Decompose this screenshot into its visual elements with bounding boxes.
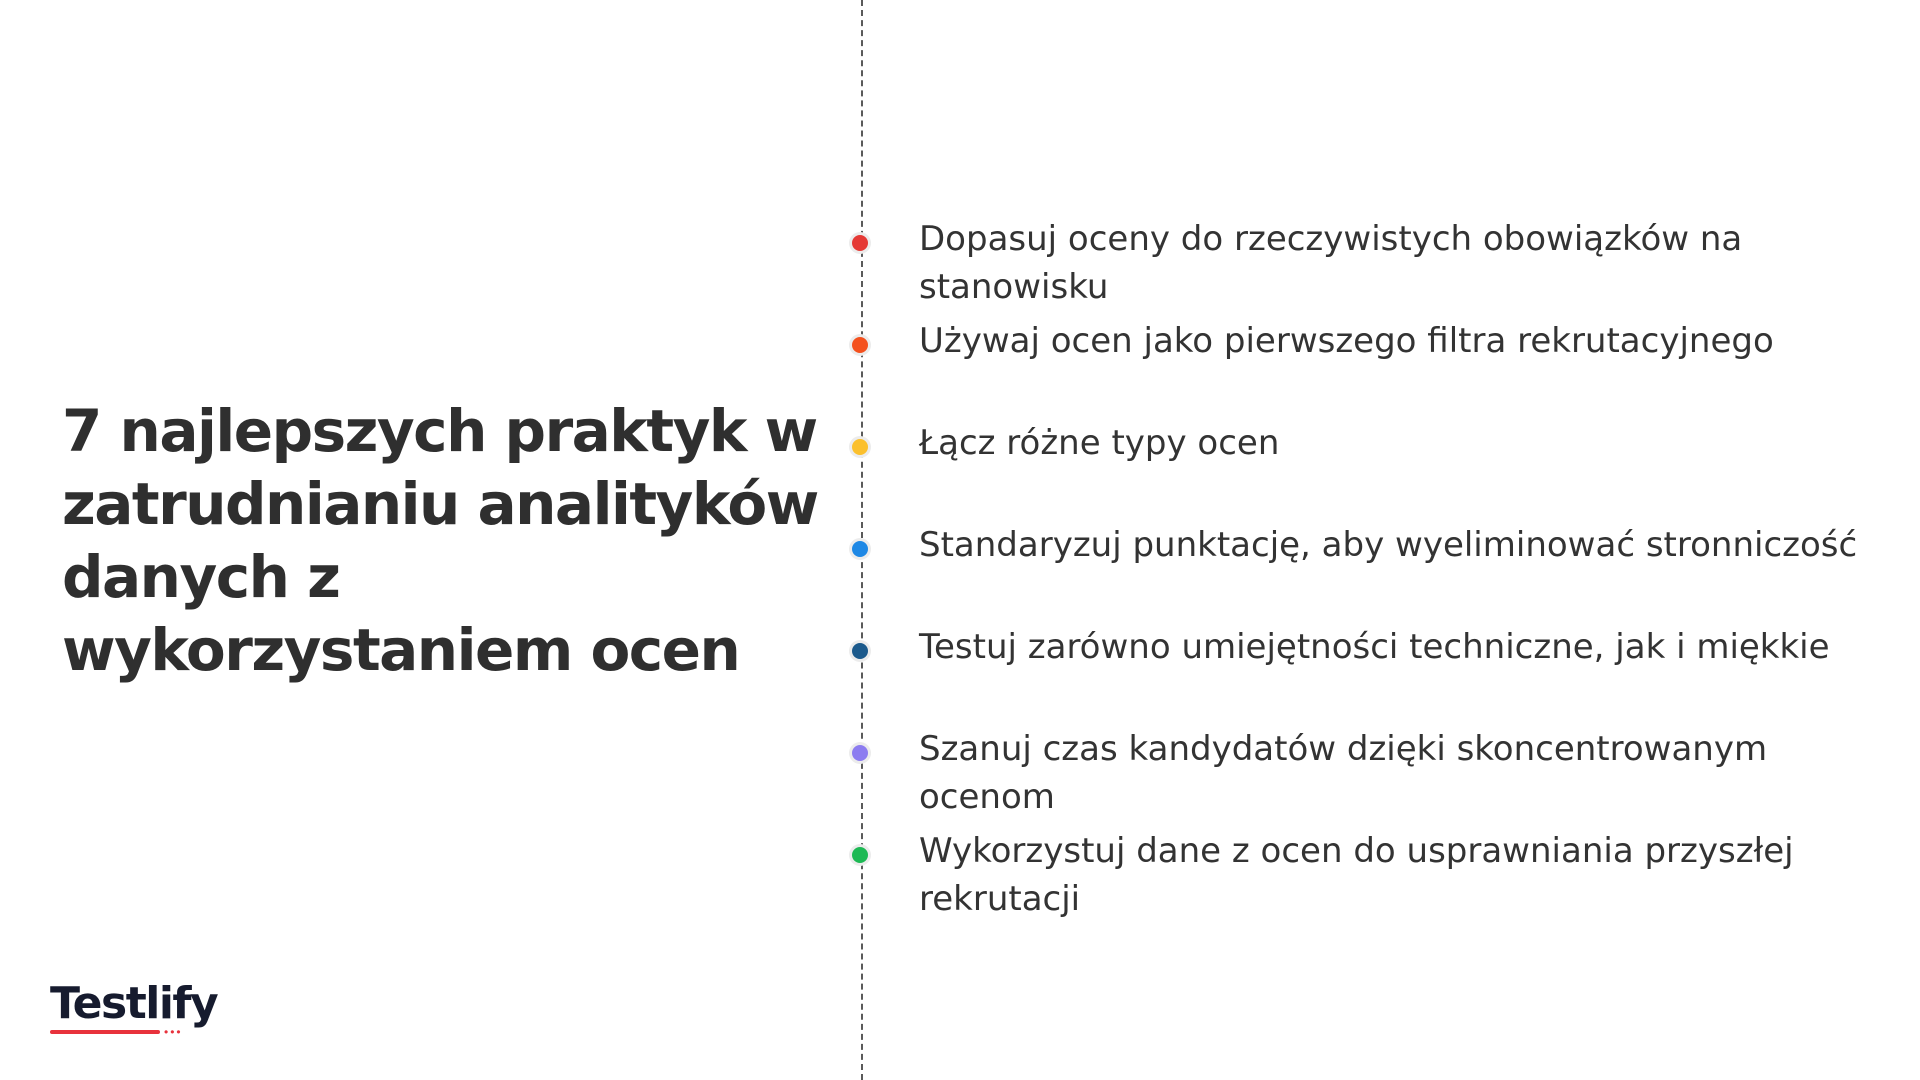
timeline-dot-icon [852, 847, 868, 863]
timeline-dot-icon [852, 745, 868, 761]
timeline-dot-icon [852, 439, 868, 455]
logo-underline [50, 1030, 160, 1034]
practice-text: Standaryzuj punktację, aby wyeliminować stronniczość [919, 525, 1858, 565]
timeline-dot-icon [852, 337, 868, 353]
timeline-dot-icon [852, 643, 868, 659]
logo-dots: ••• [164, 1025, 183, 1039]
practice-text: Dopasuj oceny do rzeczywistych obowiązków na stanowisku [919, 219, 1743, 307]
practice-text: Testuj zarówno umiejętności techniczne, jak i miękkie [919, 627, 1830, 667]
page-title: 7 najlepszych praktyk w zatrudnianiu analityków danych z wykorzystaniem ocen [62, 397, 818, 684]
logo-text: Testlify [50, 978, 218, 1029]
practice-text: Szanuj czas kandydatów dzięki skoncentrowanym ocenom [919, 729, 1768, 817]
practice-text: Wykorzystuj dane z ocen do usprawniania przyszłej rekrutacji [919, 831, 1794, 919]
practice-text: Używaj ocen jako pierwszego filtra rekrutacyjnego [919, 321, 1774, 361]
timeline-dot-icon [852, 235, 868, 251]
practice-text: Łącz różne typy ocen [919, 423, 1280, 463]
testlify-logo [50, 978, 240, 1038]
timeline-dot-icon [852, 541, 868, 557]
